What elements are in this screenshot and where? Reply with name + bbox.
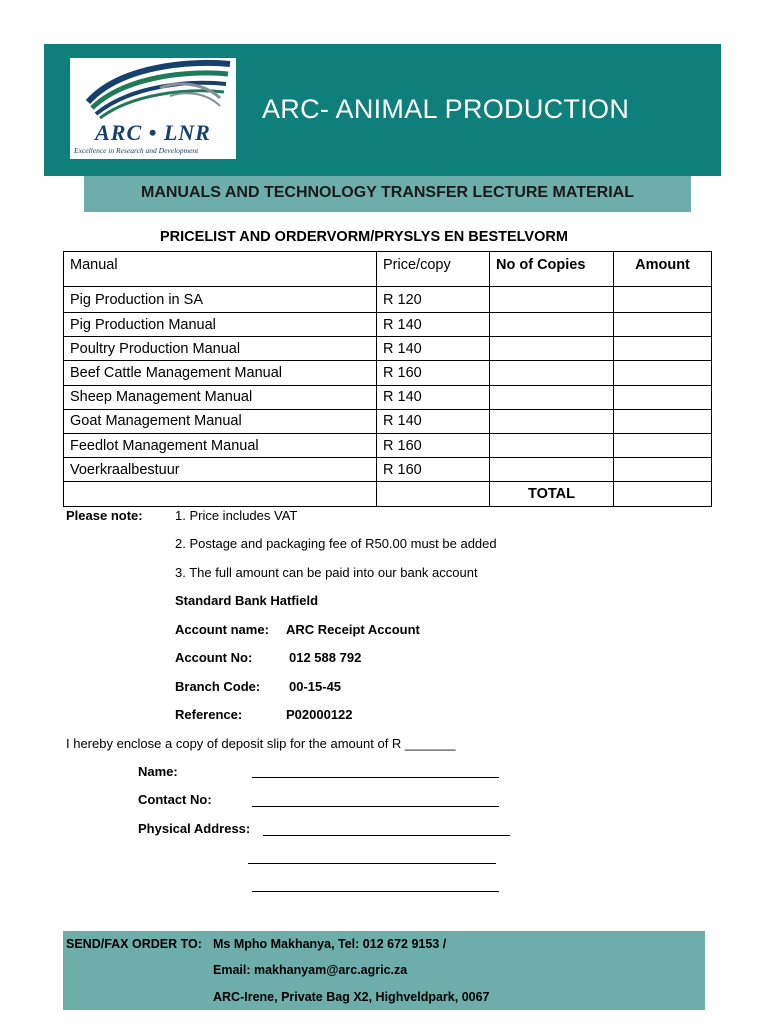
amount-cell[interactable] xyxy=(614,458,712,482)
copies-cell[interactable] xyxy=(490,385,614,409)
table-row xyxy=(64,409,712,433)
send-fax-label: SEND/FAX ORDER TO: xyxy=(66,937,202,951)
copies-cell[interactable] xyxy=(490,458,614,482)
amount-cell[interactable] xyxy=(614,313,712,337)
price-table xyxy=(63,251,712,507)
please-note-label: Please note: xyxy=(66,508,143,523)
amount-cell[interactable] xyxy=(614,287,712,313)
price-cell: R 120 xyxy=(377,287,490,313)
contact-email: Email: makhanyam@arc.agric.za xyxy=(213,963,408,977)
name-label: Name: xyxy=(138,764,178,779)
manual-cell: Beef Cattle Management Manual xyxy=(64,361,377,385)
page-title: ARC- ANIMAL PRODUCTION xyxy=(262,94,630,124)
reference-value: P02000122 xyxy=(286,707,353,722)
price-cell: R 160 xyxy=(377,433,490,457)
account-no-value: 012 588 792 xyxy=(289,650,362,665)
total-amount-cell[interactable] xyxy=(614,482,712,506)
price-cell: R 140 xyxy=(377,313,490,337)
price-cell: R 140 xyxy=(377,409,490,433)
contact-person: Ms Mpho Makhanya, Tel: 012 672 9153 / xyxy=(213,937,447,951)
amount-cell[interactable] xyxy=(614,433,712,457)
table-row xyxy=(64,361,712,385)
manual-cell: Feedlot Management Manual xyxy=(64,433,377,457)
table-row xyxy=(64,385,712,409)
amount-cell[interactable] xyxy=(614,385,712,409)
logo-tagline: Excellence in Research and Development xyxy=(74,146,199,155)
price-cell: R 160 xyxy=(377,458,490,482)
price-cell: R 140 xyxy=(377,385,490,409)
address-label: Physical Address: xyxy=(138,821,251,836)
col-header-copies: No of Copies xyxy=(490,252,614,287)
contact-field[interactable] xyxy=(252,806,499,807)
address-field-line-2[interactable] xyxy=(248,863,496,864)
col-header-manual: Manual xyxy=(64,252,377,287)
manual-cell: Pig Production Manual xyxy=(64,313,377,337)
total-label: TOTAL xyxy=(490,482,614,506)
account-name-label: Account name: xyxy=(175,622,269,637)
table-row xyxy=(64,458,712,482)
manual-cell: Pig Production in SA xyxy=(64,287,377,313)
section-title: MANUALS AND TECHNOLOGY TRANSFER LECTURE MATERIAL xyxy=(140,184,635,201)
logo-text: ARC • LNR xyxy=(95,120,211,145)
amount-cell[interactable] xyxy=(614,361,712,385)
bank-name: Standard Bank Hatfield xyxy=(175,593,319,608)
table-header-row xyxy=(64,252,712,287)
pricelist-subtitle: PRICELIST AND ORDERVORM/PRYSLYS EN BESTELVORM xyxy=(160,229,568,245)
amount-cell[interactable] xyxy=(614,409,712,433)
copies-cell[interactable] xyxy=(490,313,614,337)
blank-cell xyxy=(377,482,490,506)
copies-cell[interactable] xyxy=(490,337,614,361)
branch-code-value: 00-15-45 xyxy=(289,679,342,694)
name-field[interactable] xyxy=(252,777,499,778)
total-row xyxy=(64,482,712,506)
table-row xyxy=(64,287,712,313)
arc-logo xyxy=(70,58,236,159)
manual-cell: Sheep Management Manual xyxy=(64,385,377,409)
account-name-value: ARC Receipt Account xyxy=(286,622,420,637)
enclose-statement: I hereby enclose a copy of deposit slip for the amount of R _______ xyxy=(66,736,456,751)
copies-cell[interactable] xyxy=(490,287,614,313)
postal-address: ARC-Irene, Private Bag X2, Highveldpark, 0067 xyxy=(213,990,490,1004)
price-cell: R 160 xyxy=(377,361,490,385)
price-cell: R 140 xyxy=(377,337,490,361)
address-field[interactable] xyxy=(263,835,510,836)
copies-cell[interactable] xyxy=(490,361,614,385)
note-item: 2. Postage and packaging fee of R50.00 must be added xyxy=(175,536,497,551)
note-item: 3. The full amount can be paid into our bank account xyxy=(175,565,478,580)
contact-label: Contact No: xyxy=(138,792,212,807)
col-header-price: Price/copy xyxy=(377,252,490,287)
account-no-label: Account No: xyxy=(175,650,253,665)
col-header-amount: Amount xyxy=(614,252,712,287)
manual-cell: Goat Management Manual xyxy=(64,409,377,433)
branch-code-label: Branch Code: xyxy=(175,679,261,694)
table-row xyxy=(64,433,712,457)
note-item: 1. Price includes VAT xyxy=(175,508,298,523)
blank-cell xyxy=(64,482,377,506)
reference-label: Reference: xyxy=(175,707,243,722)
address-field-line-3[interactable] xyxy=(252,891,499,892)
copies-cell[interactable] xyxy=(490,409,614,433)
manual-cell: Poultry Production Manual xyxy=(64,337,377,361)
amount-cell[interactable] xyxy=(614,337,712,361)
table-row xyxy=(64,313,712,337)
table-row xyxy=(64,337,712,361)
manual-cell: Voerkraalbestuur xyxy=(64,458,377,482)
copies-cell[interactable] xyxy=(490,433,614,457)
